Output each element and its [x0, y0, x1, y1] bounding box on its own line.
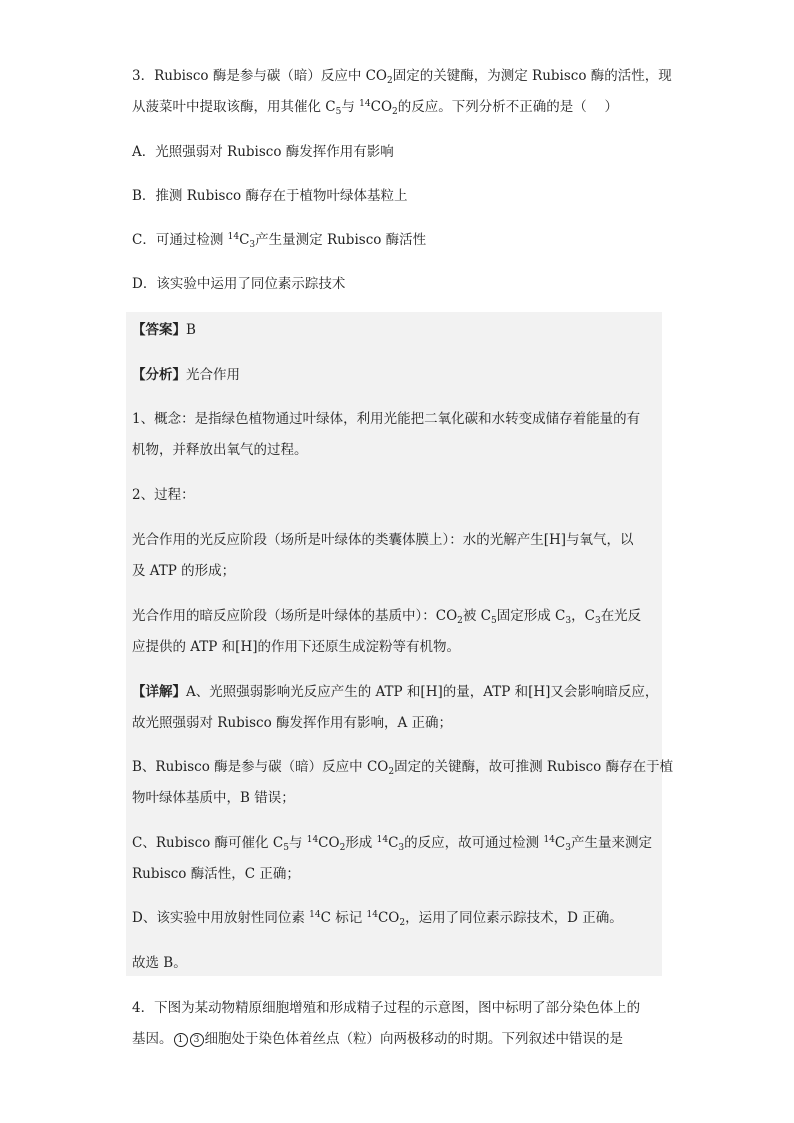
analysis-label: 【分析】: [132, 367, 186, 383]
q4-stem-line1: 4．下图为某动物精原细胞增殖和形成精子过程的示意图，图中标明了部分染色体上的: [132, 1000, 641, 1016]
q3-stem-line2: 从菠菜叶中提取该酶，用其催化 $C_5$与 $^{14}CO_2$的反应。下列分析不正确的是（ ）: [132, 99, 619, 117]
q3-stem-line1: 3．Rubisco 酶是参与碳（暗）反应中 $CO_2$固定的关键酶，为测定 Rubisco 酶的活性，现: [132, 68, 672, 86]
analysis-light-line1: 光合作用的光反应阶段（场所是叶绿体的类囊体膜上）：水的光解产生[H]与氧气，以: [132, 532, 634, 548]
answer-value: B: [186, 322, 196, 338]
detail-c-line1: C、Rubisco 酶可催化 $C_5$与 $^{14}CO_2$形成 $^{14}C_3$的反应，故可通过检测 $^{14}C_3$产生量来测定: [132, 835, 652, 853]
analysis-dark-line1: 光合作用的暗反应阶段（场所是叶绿体的基质中）：$CO_2$被 $C_5$固定形成 $C_3$，$C_3$在光反: [132, 608, 642, 626]
answer-line: [132, 320, 196, 340]
q3-option-d: D．该实验中运用了同位素示踪技术: [132, 276, 346, 292]
q3-option-b: B．推测 Rubisco 酶存在于植物叶绿体基粒上: [132, 188, 408, 204]
q3-option-c: C．可通过检测 $^{14}C_3$产生量测定 Rubisco 酶活性: [132, 232, 427, 250]
detail-label: 【详解】: [132, 684, 186, 700]
q3-option-a: A．光照强弱对 Rubisco 酶发挥作用有影响: [132, 144, 394, 160]
detail-b-line1: B、Rubisco 酶是参与碳（暗）反应中 $CO_2$固定的关键酶，故可推测 Rubisco 酶存在于植: [132, 759, 674, 777]
analysis-concept-line1: 1、概念：是指绿色植物通过叶绿体，利用光能把二氧化碳和水转变成储存着能量的有: [132, 411, 641, 427]
circled-number-3: 3: [190, 1033, 204, 1047]
detail-conclusion: 故选 B。: [132, 955, 187, 971]
detail-a-line2: 故光照强弱对 Rubisco 酶发挥作用有影响，A 正确；: [132, 715, 453, 731]
analysis-process-title: 2、过程：: [132, 487, 195, 503]
q4-stem-line2: 基因。 1 3 细胞处于染色体着丝点（粒）向两极移动的时期。下列叙述中错误的是: [132, 1031, 623, 1047]
analysis-light-line2: 及 ATP 的形成；: [132, 563, 236, 579]
detail-c-line2: Rubisco 酶活性，C 正确；: [132, 866, 300, 882]
analysis-concept-line2: 机物，并释放出氧气的过程。: [132, 442, 308, 458]
detail-d-line: D、该实验中用放射性同位素 $^{14}$C 标记 $^{14}CO_2$，运用了同位素示踪技术，D 正确。: [132, 910, 623, 928]
analysis-dark-line2: 应提供的 ATP 和[H]的作用下还原生成淀粉等有机物。: [132, 639, 460, 655]
answer-label: 【答案】: [132, 322, 186, 338]
detail-b-line2: 物叶绿体基质中，B 错误；: [132, 790, 295, 806]
detail-a-line1: 【详解】A、光照强弱影响光反应产生的 ATP 和[H]的量，ATP 和[H]又会影响暗反应，: [132, 684, 659, 700]
circled-number-1: 1: [174, 1033, 188, 1047]
analysis-line: 【分析】光合作用: [132, 367, 240, 383]
